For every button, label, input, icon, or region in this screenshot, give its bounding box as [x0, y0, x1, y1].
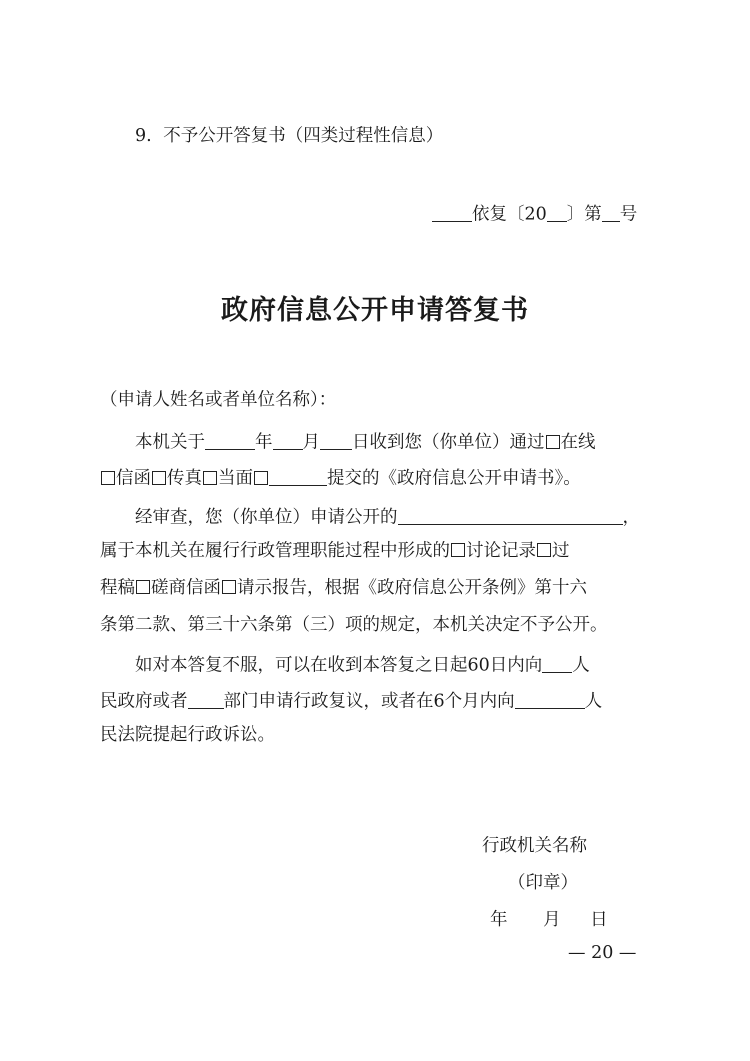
checkbox-other[interactable]	[254, 471, 268, 485]
checkbox-consultation-letter[interactable]	[136, 580, 150, 594]
blank-court[interactable]	[515, 690, 585, 709]
blank-requested-info[interactable]	[398, 506, 623, 525]
section-heading-text: 不予公开答复书（四类过程性信息）	[163, 126, 444, 146]
checkbox-letter[interactable]	[101, 471, 115, 485]
checkbox-request-report[interactable]	[222, 580, 236, 594]
reference-number	[432, 203, 637, 224]
para1-line1: 本机关于 年 月 日收到您（你单位）通过 在线	[135, 432, 596, 453]
blank-government[interactable]	[542, 654, 572, 673]
date-year: 年	[490, 910, 508, 930]
blank-year[interactable]	[547, 203, 567, 222]
blank-year[interactable]	[205, 431, 255, 450]
ref-prefix: 依复〔20	[472, 204, 547, 225]
blank-agency[interactable]	[432, 203, 472, 222]
ref-mid: 〕第	[566, 204, 602, 225]
signature-date	[490, 912, 608, 930]
addressee: （申请人姓名或者单位名称）：	[100, 390, 337, 410]
blank-day[interactable]	[320, 431, 352, 450]
para3-line2: 民政府或者 部门申请行政复议，或者在6个月内向 人	[100, 691, 603, 712]
para2-line1: 经审查，您（你单位）申请公开的 ，	[135, 507, 640, 528]
checkbox-in-person[interactable]	[203, 471, 217, 485]
blank-other-method[interactable]	[269, 467, 327, 486]
date-day: 日	[590, 910, 608, 930]
date-month: 月	[543, 910, 561, 930]
blank-department[interactable]	[188, 690, 224, 709]
checkbox-online[interactable]	[546, 435, 560, 449]
document-title: 政府信息公开申请答复书	[221, 295, 529, 326]
section-number: 9.	[135, 126, 152, 146]
para1-line2: 信函 传真 当面 提交的《政府信息公开申请书》。	[100, 467, 581, 488]
blank-month[interactable]	[273, 431, 303, 450]
signature-seal: （印章）	[508, 873, 578, 893]
checkbox-discussion-record[interactable]	[451, 543, 465, 557]
para2-line3: 程稿 磋商信函 请示报告，根据《政府信息公开条例》第十六	[100, 578, 587, 598]
para2-line2: 属于本机关在履行行政管理职能过程中形成的 讨论记录 过	[100, 541, 570, 561]
para3-line1: 如对本答复不服，可以在收到本答复之日起60日内向 人	[135, 655, 590, 676]
checkbox-fax[interactable]	[152, 471, 166, 485]
para3-line3: 民法院提起行政诉讼。	[100, 725, 275, 745]
checkbox-draft[interactable]	[537, 543, 551, 557]
signature-org: 行政机关名称	[482, 836, 587, 856]
ref-end: 号	[619, 204, 638, 225]
blank-number[interactable]	[602, 203, 620, 222]
para2-line4: 条第二款、第三十六条第（三）项的规定，本机关决定不予公开。	[100, 615, 608, 635]
page-number: — 20 —	[568, 943, 637, 963]
section-heading	[135, 128, 443, 146]
